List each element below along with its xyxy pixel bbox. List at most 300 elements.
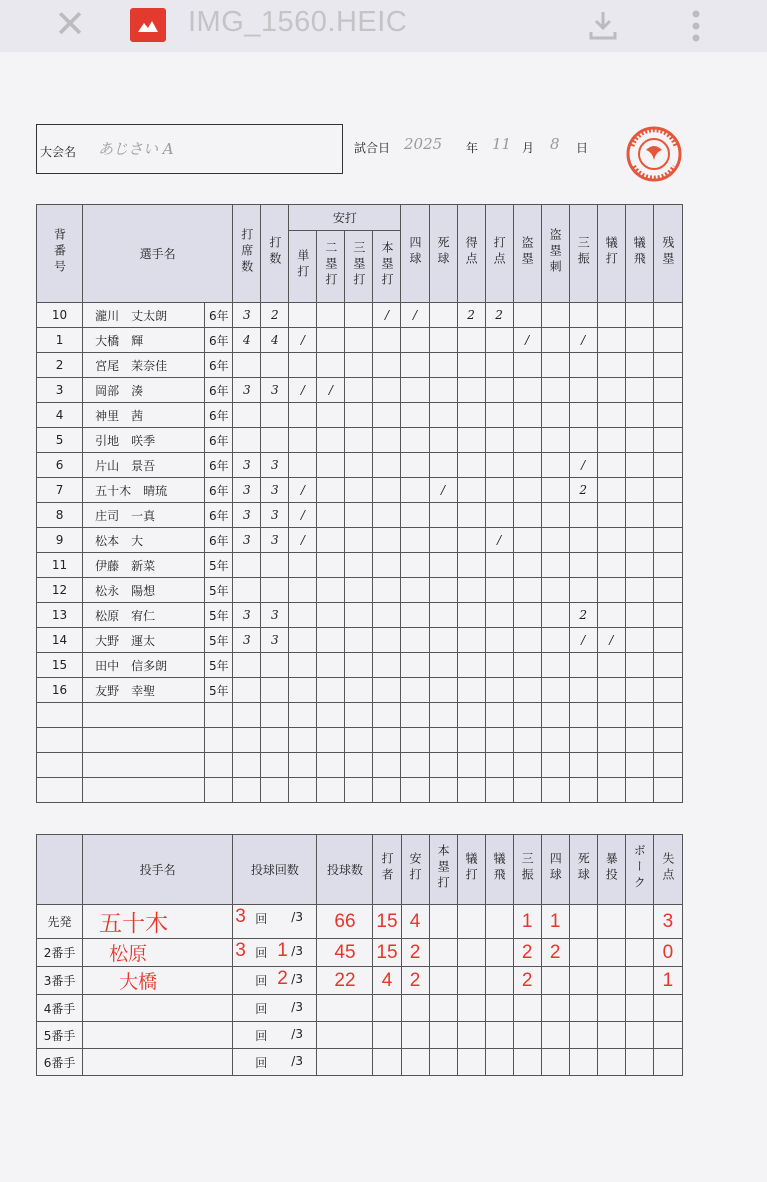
stat-rbi [485,778,513,803]
player-name [83,728,205,753]
pitch-stat-so [513,995,541,1022]
stat-triple [345,528,373,553]
player-name: 友野 幸聖 [83,678,205,703]
stat-triple [345,603,373,628]
innings-value: 3 [235,906,246,927]
stat-double [317,778,345,803]
stat-ab: 3 [261,528,289,553]
stat-runs [457,503,485,528]
stat-rbi [485,753,513,778]
pitch-stat-sf [485,995,513,1022]
stat-rbi [485,453,513,478]
stat-hr [373,753,401,778]
player-grade: 6年 [205,478,233,503]
stat-runs [457,628,485,653]
pitch-stat-bf: 15 [373,905,401,939]
batting-stats-table [36,204,683,803]
stat-single: / [289,478,317,503]
stat-hr [373,353,401,378]
stat-sb [513,678,541,703]
stat-so [569,678,597,703]
stat-cs [541,753,569,778]
stat-lob [653,678,682,703]
player-name: 松本 大 [83,528,205,553]
stat-cs [541,478,569,503]
stat-ab: 3 [261,453,289,478]
player-name: 庄司 一真 [83,503,205,528]
stat-sf [625,553,653,578]
stat-lob [653,778,682,803]
pitch-count: 66 [317,905,373,939]
stat-so [569,353,597,378]
stat-rbi [485,603,513,628]
pitcher-name: 松原 [83,939,233,967]
stat-sf [625,603,653,628]
stat-ab: 4 [261,328,289,353]
pitch-stat-hbp [569,905,597,939]
player-grade: 6年 [205,403,233,428]
stat-runs [457,753,485,778]
pitcher-row [37,1049,683,1076]
stat-runs [457,403,485,428]
stat-pa: 3 [233,528,261,553]
pitch-stat-wp [597,905,625,939]
header-sf: 犠飛 [625,205,653,303]
stat-so [569,553,597,578]
stat-triple [345,753,373,778]
stat-sf [625,578,653,603]
pitcher-row [37,967,683,995]
stat-runs [457,603,485,628]
pitch-stat-sf [485,905,513,939]
table-row [37,628,683,653]
table-row [37,678,683,703]
pitch-stat-so: 1 [513,905,541,939]
stat-triple [345,703,373,728]
pitcher-row [37,1022,683,1049]
table-row [37,428,683,453]
player-grade: 6年 [205,328,233,353]
stat-lob [653,303,682,328]
inning-unit: 回 [255,912,268,926]
table-row [37,603,683,628]
pitch-stat-hr [429,1022,457,1049]
pitch-stat-balk [625,995,653,1022]
player-name: 田中 信多朗 [83,653,205,678]
stat-ab [261,678,289,703]
stat-so: / [569,453,597,478]
stat-runs [457,778,485,803]
pitch-stat-sac [457,1022,485,1049]
pitch-stat-balk [625,1049,653,1076]
player-number [37,753,83,778]
stat-cs [541,528,569,553]
pitch-header-pitcher: 投手名 [83,835,233,905]
stat-sb [513,303,541,328]
stat-rbi [485,378,513,403]
pitcher-role: 先発 [37,905,83,939]
stat-hr [373,378,401,403]
stat-sb [513,703,541,728]
stat-single [289,428,317,453]
stat-bb [401,528,429,553]
stat-pa [233,753,261,778]
header-sac: 犠打 [597,205,625,303]
stat-single: / [289,528,317,553]
table-row [37,753,683,778]
stat-sac [597,303,625,328]
player-number: 12 [37,578,83,603]
stat-so: 2 [569,603,597,628]
player-number: 9 [37,528,83,553]
stat-lob [653,503,682,528]
stat-sac [597,478,625,503]
tournament-value: あじさい A [98,140,174,158]
pitch-stat-hr [429,905,457,939]
stat-triple [345,628,373,653]
stat-so [569,653,597,678]
stat-rbi [485,678,513,703]
player-name: 五十木 晴琉 [83,478,205,503]
innings-cell [233,1049,317,1076]
stat-single [289,303,317,328]
stat-triple [345,503,373,528]
header-pa: 打席数 [233,205,261,303]
stat-sb [513,653,541,678]
stat-hbp [429,628,457,653]
header-player: 選手名 [83,205,233,303]
stat-lob [653,653,682,678]
stat-single [289,703,317,728]
player-number: 3 [37,378,83,403]
stat-pa: 3 [233,303,261,328]
player-name: 岡部 湊 [83,378,205,403]
pitch-header-hr: 本塁打 [429,835,457,905]
stat-so: / [569,328,597,353]
stat-ab: 3 [261,628,289,653]
stat-so [569,503,597,528]
player-grade: 5年 [205,653,233,678]
pitch-stat-sac [457,967,485,995]
stat-pa: 3 [233,603,261,628]
pitch-stat-so: 2 [513,939,541,967]
player-number [37,703,83,728]
day-value: 8 [550,135,560,153]
header-cs: 盗塁刺 [541,205,569,303]
stat-pa [233,778,261,803]
stat-single [289,353,317,378]
player-number: 16 [37,678,83,703]
header-sb: 盗塁 [513,205,541,303]
pitch-stat-hbp [569,939,597,967]
pitch-stat-hits [401,1022,429,1049]
stat-sb [513,378,541,403]
pitch-stat-sac [457,939,485,967]
stat-cs [541,553,569,578]
pitcher-name: 大橋 [83,967,233,995]
stat-sf [625,453,653,478]
stat-bb [401,703,429,728]
image-file-icon [130,8,166,42]
player-number: 8 [37,503,83,528]
stat-hr [373,728,401,753]
stat-so [569,378,597,403]
stat-rbi [485,553,513,578]
stat-triple [345,403,373,428]
third-unit: /3 [291,1027,303,1041]
stat-lob [653,703,682,728]
table-row [37,728,683,753]
stat-hbp [429,528,457,553]
pitch-stat-er: 3 [653,905,682,939]
header-hr: 本塁打 [373,231,401,303]
header-triple: 三塁打 [345,231,373,303]
stat-runs [457,378,485,403]
pitcher-role: 2番手 [37,939,83,967]
stat-bb [401,553,429,578]
header-single: 単打 [289,231,317,303]
stat-ab [261,353,289,378]
stat-hr [373,653,401,678]
pitch-stat-sf [485,967,513,995]
pitch-stat-wp [597,995,625,1022]
stat-hbp [429,428,457,453]
stat-ab [261,753,289,778]
pitch-count [317,1049,373,1076]
stat-sf [625,353,653,378]
header-so: 三振 [569,205,597,303]
inning-unit: 回 [255,1002,268,1016]
stat-sb [513,478,541,503]
stat-sac [597,778,625,803]
stat-runs [457,553,485,578]
pitch-header-wp: 暴投 [597,835,625,905]
pitch-stat-balk [625,1022,653,1049]
table-row [37,578,683,603]
pitch-stat-wp [597,1049,625,1076]
pitch-header-balk: ボーク [625,835,653,905]
stat-sac [597,553,625,578]
stat-single [289,753,317,778]
stat-runs [457,453,485,478]
stat-sb [513,778,541,803]
pitch-header-bf: 打者 [373,835,401,905]
pitch-stat-bf [373,995,401,1022]
stat-hbp [429,778,457,803]
month-value: 11 [492,135,512,153]
stat-bb [401,728,429,753]
stat-sf [625,628,653,653]
stat-sf [625,403,653,428]
stat-hr [373,603,401,628]
download-icon[interactable] [586,8,620,42]
stat-bb [401,753,429,778]
stat-single [289,728,317,753]
stat-ab: 3 [261,503,289,528]
stat-cs [541,678,569,703]
stat-rbi [485,703,513,728]
team-stamp-logo [626,126,682,182]
player-number: 4 [37,403,83,428]
pitch-stat-sac [457,995,485,1022]
more-vert-icon[interactable] [685,8,707,44]
stat-ab [261,553,289,578]
stat-sac [597,653,625,678]
pitch-header-pitches: 投球数 [317,835,373,905]
pitch-stat-hbp [569,995,597,1022]
tournament-box [36,124,343,174]
stat-bb [401,578,429,603]
stat-cs [541,328,569,353]
header-bb: 四球 [401,205,429,303]
stat-so [569,528,597,553]
player-number [37,728,83,753]
stat-ab: 3 [261,378,289,403]
stat-ab [261,403,289,428]
stat-so [569,428,597,453]
pitch-header-innings: 投球回数 [233,835,317,905]
stat-ab [261,778,289,803]
stat-double [317,503,345,528]
pitch-stat-sf [485,1049,513,1076]
stat-cs [541,453,569,478]
inning-unit: 回 [255,1056,268,1070]
player-name: 大野 運太 [83,628,205,653]
stat-triple [345,653,373,678]
stat-sb [513,453,541,478]
table-row [37,453,683,478]
player-grade: 5年 [205,578,233,603]
player-name: 宮尾 茉奈佳 [83,353,205,378]
stat-lob [653,353,682,378]
player-name: 引地 咲季 [83,428,205,453]
stat-sf [625,753,653,778]
player-name: 松永 陽想 [83,578,205,603]
stat-runs [457,678,485,703]
pitch-header-bb: 四球 [541,835,569,905]
player-grade [205,728,233,753]
close-icon[interactable]: ✕ [54,2,86,46]
pitch-stat-er: 1 [653,967,682,995]
stat-triple [345,303,373,328]
header-lob: 残塁 [653,205,682,303]
stat-double [317,653,345,678]
stat-pa: 4 [233,328,261,353]
pitch-stat-sf [485,939,513,967]
stat-cs [541,303,569,328]
stat-single [289,678,317,703]
stat-pa [233,428,261,453]
stat-triple [345,478,373,503]
player-number: 6 [37,453,83,478]
innings-cell [233,939,317,967]
stat-ab [261,728,289,753]
pitcher-role: 6番手 [37,1049,83,1076]
stat-cs [541,353,569,378]
table-row [37,303,683,328]
stat-single: / [289,328,317,353]
stat-pa: 3 [233,628,261,653]
player-grade: 5年 [205,678,233,703]
tournament-label: 大会名 [40,145,77,159]
innings-value: 3 [235,940,246,961]
table-row [37,353,683,378]
stat-rbi: 2 [485,303,513,328]
stat-so [569,728,597,753]
player-number [37,778,83,803]
stat-bb [401,603,429,628]
stat-rbi [485,728,513,753]
stat-single [289,553,317,578]
pitch-stat-wp [597,939,625,967]
pitch-stat-bf: 4 [373,967,401,995]
stat-sb [513,353,541,378]
stat-ab [261,578,289,603]
stat-hbp [429,553,457,578]
stat-pa [233,353,261,378]
stat-so [569,703,597,728]
stat-ab [261,703,289,728]
pitch-stat-hits [401,1049,429,1076]
stat-double [317,328,345,353]
pitching-stats-table [36,834,683,1076]
pitch-stat-er [653,995,682,1022]
stat-double [317,303,345,328]
stat-sac [597,603,625,628]
stat-so: / [569,628,597,653]
stat-single: / [289,503,317,528]
year-value: 2025 [404,135,443,153]
pitch-stat-bb: 1 [541,905,569,939]
pitch-count: 22 [317,967,373,995]
stat-single [289,603,317,628]
player-grade: 5年 [205,603,233,628]
pitch-stat-hr [429,939,457,967]
stat-lob [653,478,682,503]
stat-cs [541,403,569,428]
pitcher-name [83,995,233,1022]
stat-bb [401,378,429,403]
stat-double [317,753,345,778]
stat-bb [401,403,429,428]
stat-sb [513,553,541,578]
pitch-stat-hbp [569,1022,597,1049]
pitch-stat-hbp [569,1049,597,1076]
pitch-header-role [37,835,83,905]
stat-lob [653,428,682,453]
table-row [37,478,683,503]
stat-double [317,528,345,553]
table-row [37,403,683,428]
player-name: 大橋 輝 [83,328,205,353]
table-row [37,553,683,578]
stat-runs [457,353,485,378]
player-grade: 6年 [205,453,233,478]
stat-cs [541,628,569,653]
stat-sb [513,603,541,628]
header-hits-group: 安打 [289,205,401,231]
stat-hr [373,778,401,803]
pitch-stat-so: 2 [513,967,541,995]
pitch-stat-sac [457,905,485,939]
table-row [37,328,683,353]
stat-hbp [429,353,457,378]
stat-runs: 2 [457,303,485,328]
stat-hbp [429,303,457,328]
pitcher-name [83,1022,233,1049]
stat-triple [345,378,373,403]
stat-hbp [429,378,457,403]
